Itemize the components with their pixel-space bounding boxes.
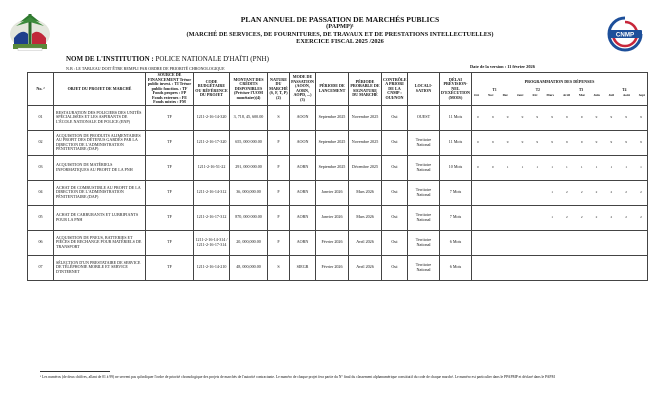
procurement-table	[27, 72, 648, 281]
institution-label: NOM DE L'INSTITUTION :	[66, 55, 154, 63]
month-value: 2	[640, 189, 642, 194]
month-label: Déc	[502, 93, 508, 97]
month-value: 9	[566, 114, 568, 119]
col-header-programmation	[472, 73, 648, 106]
cell-no: 06	[28, 230, 54, 255]
cell-objet: ACQUISITION DE PNEUS, BATTERIES ET PIÈCES DE RECHANGE POUR MATÉRIELS DE TRANSPORT	[54, 230, 146, 255]
col-header-source: SOURCE DE FINANCEMENT Trésor public invest. : TI Trésor public fonction. : TF Fonds propres : FP Fonds externes : FE Fonds mixtes : FM	[146, 73, 194, 106]
month-value: 2	[595, 214, 598, 219]
cell-programmation	[472, 255, 648, 280]
month-value: 2	[566, 189, 568, 194]
cell-montant: 20, 000,000.00	[230, 230, 268, 255]
month-value: 2	[566, 214, 568, 219]
cell-montant: 655, 000 000.00	[230, 130, 268, 155]
cell-signature: Mars 2026	[349, 180, 382, 205]
cell-programmation	[472, 180, 648, 205]
cell-objet: SÉLECTION D'UN PRESTATAIRE DE SERVICE DE TÉLÉPHONIE MOBILE ET SERVICE D'INTERNET	[54, 255, 146, 280]
cell-controle: Oui	[382, 255, 408, 280]
cell-mode: AORN	[290, 230, 316, 255]
cell-nature: F	[268, 180, 290, 205]
cell-lancement: Janvier 2026	[316, 205, 349, 230]
cell-source: TF	[146, 255, 194, 280]
table-row	[28, 230, 648, 255]
cell-controle: Oui	[382, 105, 408, 130]
cell-code: 1211-2-16-17-320	[194, 130, 230, 155]
cell-no: 03	[28, 155, 54, 180]
cell-programmation	[472, 205, 648, 230]
month-value: 2	[625, 214, 627, 219]
cell-objet: ACQUISITION DE MATÉRIELS INFORMATIQUES AU PROFIT DE LA PNH	[54, 155, 146, 180]
programmation-label: PROGRAMMATION DES DÉPENSES	[524, 79, 595, 84]
col-header-no: No. ²	[28, 73, 54, 106]
cell-no: 07	[28, 255, 54, 280]
cell-signature: Avril 2026	[349, 255, 382, 280]
month-value: 1	[580, 164, 583, 169]
month-labels	[473, 93, 646, 98]
cell-localisation: Territoire National	[408, 255, 440, 280]
col-header-lancement: PÉRIODE DE LANCEMENT	[316, 73, 349, 106]
cell-programmation	[472, 105, 648, 130]
quarter-labels	[473, 88, 646, 93]
cell-code: 1211-2-16-14-312	[194, 180, 230, 205]
cell-objet: ACHAT DE COMBUSTIBLE AU PROFIT DE LA DIRECTION DE L'ADMINISTRATION PÉNITENTIAIRE (DAP)	[54, 180, 146, 205]
month-value: 9	[595, 114, 598, 119]
title-line-1: PLAN ANNUEL DE PASSATION DE MARCHÉS PUBLICS	[240, 15, 440, 24]
quarter-label: T3	[579, 87, 584, 92]
cell-montant: 48, 000,000.00	[230, 255, 268, 280]
cell-programmation	[472, 130, 648, 155]
cell-objet: RESTAURATION DES POLICIERS DES UNITÉS SPÉCIALISÉES ET LES ASPIRANTS DE L'ÉCOLE NATIONALE DE POLICE (ENP)	[54, 105, 146, 130]
cell-no: 02	[28, 130, 54, 155]
cell-signature: Novembre 2025	[349, 105, 382, 130]
table-row	[28, 130, 648, 155]
quarter-label: T1	[492, 87, 497, 92]
cell-nature: F	[268, 155, 290, 180]
month-label: Mars	[546, 93, 555, 97]
month-value: 9	[625, 114, 627, 119]
month-value: 9	[506, 114, 509, 119]
col-header-code: CODE BUDGÉTAIRE OU RÉFÉRENCE DU PROJET	[194, 73, 230, 106]
cell-delai: 6 Mois	[440, 230, 472, 255]
month-value: 9	[640, 139, 642, 144]
month-value: 1	[536, 164, 539, 169]
month-label: Sept	[638, 93, 645, 97]
cell-lancement: Septembre 2025	[316, 155, 349, 180]
month-value: 9	[595, 139, 598, 144]
cell-nature: S	[268, 255, 290, 280]
month-value: 2	[610, 214, 613, 219]
cell-nature: F	[268, 205, 290, 230]
cell-montant: 36, 000,000.00	[230, 180, 268, 205]
priority-note: N.B : LE TABLEAU DOIT ÊTRE REMPLI PAR ORDRE DE PRIORITÉ CHRONOLOGIQUE	[66, 66, 225, 71]
month-value: 9	[610, 139, 613, 144]
col-header-signature: PÉRIODE PROBABLE DE SIGNATURE DU MARCHÉ	[349, 73, 382, 106]
month-value: 9	[580, 139, 583, 144]
month-value: 1	[506, 164, 509, 169]
month-label: Mai	[578, 93, 585, 97]
month-label: Avril	[562, 93, 571, 97]
cell-delai: 7 Mois	[440, 205, 472, 230]
cell-mode: AOON	[290, 105, 316, 130]
cell-source: TF	[146, 130, 194, 155]
cell-mode: AOON	[290, 130, 316, 155]
cnmp-logo	[603, 16, 647, 52]
table-body	[28, 105, 648, 280]
cell-localisation: Territoire National	[408, 155, 440, 180]
version-date: Date de la version : 11 février 2026	[470, 64, 535, 69]
footnote: ¹ Les numéros (de deux chiffres, allant de 01 à 99) ne servent pas qu'indiquer l'ordre de priorité chronologique des projets de marchés de l'autorité contractante. Le numéro de chaque projet fera partie du N° final du classement alphanumérique constitutif du code de chaque marché. Le numéro est particulier dans le PPAPMP et déclaré dans le PAPM	[40, 375, 555, 379]
cell-delai: 11 Mois	[440, 105, 472, 130]
month-value: 1	[551, 214, 553, 219]
month-label: Nov	[488, 93, 494, 97]
month-value: 1	[551, 164, 553, 169]
cell-source: TF	[146, 155, 194, 180]
month-value: 9	[506, 139, 509, 144]
col-header-objet: OBJET DU PROJET DE MARCHÉ	[54, 73, 146, 106]
cell-nature: S	[268, 105, 290, 130]
cell-localisation: Territoire National	[408, 130, 440, 155]
col-header-controle: CONTRÔLE A PRIORI DE LA CNMP : OUI/NON	[382, 73, 408, 106]
col-header-nature: NATURE DU MARCHÉ (S, F, T, P) (2)	[268, 73, 290, 106]
institution-name: POLICE NATIONALE D'HAÏTI (PNH)	[155, 55, 269, 63]
month-label: Fév	[532, 93, 538, 97]
month-value: 9	[491, 139, 494, 144]
month-value: 1	[595, 164, 598, 169]
cell-code: 1211-2-16-14-320	[194, 105, 230, 130]
table-row	[28, 155, 648, 180]
month-value: 2	[580, 189, 583, 194]
cell-montant: 291, 000 000.00	[230, 155, 268, 180]
title-line-4: EXERCICE FISCAL 2025 /2026	[296, 38, 384, 46]
cell-controle: Oui	[382, 230, 408, 255]
month-value: 2	[580, 214, 583, 219]
month-label: Oct	[474, 93, 480, 97]
month-value: 1	[610, 164, 613, 169]
cell-lancement: Septembre 2025	[316, 130, 349, 155]
cell-programmation	[472, 230, 648, 255]
cell-signature: Mars 2026	[349, 205, 382, 230]
month-value: 9	[566, 139, 568, 144]
month-value: 2	[595, 189, 598, 194]
cell-objet: ACHAT DE CARBURANTS ET LUBRIFIANTS POUR LA PNH	[54, 205, 146, 230]
table-row	[28, 180, 648, 205]
cell-source: TF	[146, 180, 194, 205]
cell-no: 05	[28, 205, 54, 230]
cell-nature: F	[268, 230, 290, 255]
month-value: 9	[551, 139, 553, 144]
quarter-label: T2	[535, 87, 540, 92]
quarter-label: T4	[622, 87, 627, 92]
cnmp-logo-text: CNMP	[615, 31, 635, 39]
col-header-mode: MODE DE PASSATION (AOON, AORN, AOPD, ...) (3)	[290, 73, 316, 106]
month-value: 9	[610, 114, 613, 119]
month-value: 1	[625, 164, 627, 169]
cell-mode: AORN	[290, 205, 316, 230]
month-value: 9	[536, 114, 539, 119]
cell-delai: 6 Mois	[440, 255, 472, 280]
cell-code: 1211-2-16-17-312	[194, 205, 230, 230]
cell-mode: AORN	[290, 155, 316, 180]
cell-no: 01	[28, 105, 54, 130]
title-line-2: (PAPMP)¹	[326, 23, 354, 31]
cell-montant: 3, 718, 45, 600.00	[230, 105, 268, 130]
cell-signature: Avril 2026	[349, 230, 382, 255]
table-row	[28, 105, 648, 130]
cell-objet: ACQUISITION DE PRODUITS ALIMENTAIRES AU PROFIT DES DÉTENUS GARDÉS PAR LA DIRECTION DE L'ADMINISTRATION PÉNITENTIAIRE (DAP)	[54, 130, 146, 155]
month-value: 2	[610, 189, 613, 194]
cell-lancement: Janvier 2026	[316, 180, 349, 205]
cell-source: TF	[146, 205, 194, 230]
cell-source: TF	[146, 230, 194, 255]
month-value: 9	[551, 114, 553, 119]
cell-localisation: OUEST	[408, 105, 440, 130]
month-value: 0	[477, 164, 479, 169]
table-row	[28, 205, 648, 230]
cell-source: TF	[146, 105, 194, 130]
cell-code: 1211-2-16-14-314 / 1211-2-16-17-314	[194, 230, 230, 255]
col-header-montant: MONTANT DES CRÉDITS DISPONIBLES (Préciser l'UOM monétaire)(4)	[230, 73, 268, 106]
cell-controle: Oui	[382, 155, 408, 180]
cell-lancement: Septembre 2025	[316, 105, 349, 130]
cell-mode: SIEGR	[290, 255, 316, 280]
cell-delai: 10 Mois	[440, 155, 472, 180]
cell-localisation: Territoire National	[408, 180, 440, 205]
cell-code: 1211-2-16-51-22	[194, 155, 230, 180]
cell-signature: Novembre 2025	[349, 130, 382, 155]
month-value: 9	[640, 114, 642, 119]
haiti-coat-of-arms-logo	[7, 10, 53, 52]
month-value: 1	[566, 164, 568, 169]
month-value: 1	[551, 189, 553, 194]
cell-nature: F	[268, 130, 290, 155]
table-header-row	[28, 73, 648, 106]
month-label: Juin	[593, 93, 600, 97]
month-value: 0	[491, 164, 494, 169]
cell-localisation: Territoire National	[408, 230, 440, 255]
month-value: 2	[625, 189, 627, 194]
footnote-divider	[40, 371, 110, 372]
cell-montant: 870, 000 000.00	[230, 205, 268, 230]
month-label: Juil	[608, 93, 614, 97]
document-title	[130, 16, 550, 46]
month-value: 9	[491, 114, 494, 119]
cell-mode: AORN	[290, 180, 316, 205]
institution-line	[66, 55, 269, 63]
cell-controle: Oui	[382, 180, 408, 205]
month-value: 1	[640, 164, 642, 169]
table-row	[28, 255, 648, 280]
month-value: 9	[625, 139, 627, 144]
cell-controle: Oui	[382, 130, 408, 155]
month-value: 0	[477, 114, 479, 119]
month-value: 9	[521, 114, 524, 119]
cell-lancement: Février 2026	[316, 255, 349, 280]
col-header-localisation: LOCALI-SATION	[408, 73, 440, 106]
month-value: 9	[580, 114, 583, 119]
month-value: 9	[536, 139, 539, 144]
cell-code: 1211-2-16-14-210	[194, 255, 230, 280]
col-header-delai: DÉLAI PRÉVISION-NEL D'EXÉCUTION (MOIS)	[440, 73, 472, 106]
month-label: Janv	[516, 93, 524, 97]
month-value: 9	[521, 139, 524, 144]
cell-delai: 7 Mois	[440, 180, 472, 205]
month-value: 2	[640, 214, 642, 219]
month-value: 0	[477, 139, 479, 144]
cell-programmation	[472, 155, 648, 180]
cell-no: 04	[28, 180, 54, 205]
cell-controle: Oui	[382, 205, 408, 230]
cell-signature: Décembre 2025	[349, 155, 382, 180]
cell-delai: 11 Mois	[440, 130, 472, 155]
month-value: 1	[521, 164, 524, 169]
cell-lancement: Février 2026	[316, 230, 349, 255]
cell-localisation: Territoire National	[408, 205, 440, 230]
title-line-3: (MARCHÉ DE SERVICES, DE FOURNITURES, DE TRAVAUX ET DE PRESTATIONS INTELLECTUELLES)	[186, 30, 494, 38]
month-label: Août	[622, 93, 630, 97]
